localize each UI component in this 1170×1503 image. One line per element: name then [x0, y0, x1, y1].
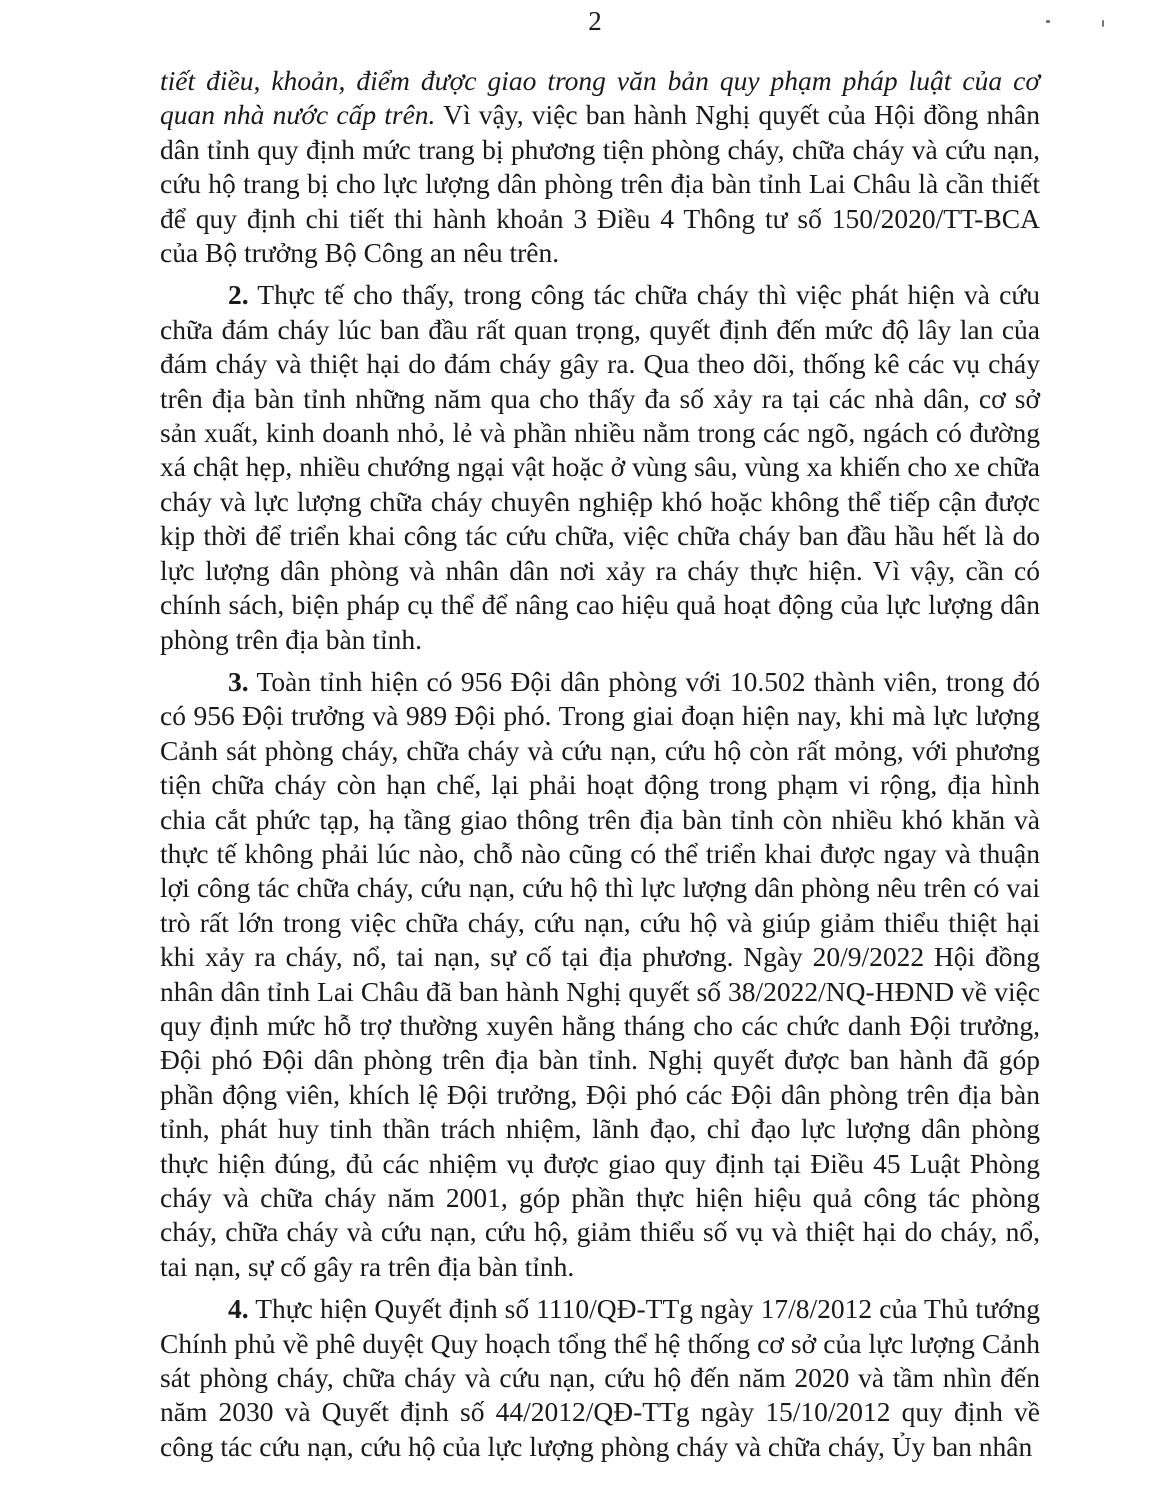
- scan-speck: [1046, 20, 1050, 23]
- page-number: 2: [588, 6, 602, 36]
- paragraph-3: [160, 665, 1040, 1284]
- paragraph-number: 4.: [228, 1293, 249, 1325]
- paragraph-number: 2.: [228, 279, 249, 311]
- paragraph-4: [160, 1292, 1040, 1464]
- paragraph-text: Thực hiện Quyết định số 1110/QĐ-TTg ngày 17/8/2012 của Thủ tướng Chính phủ về phê duyệt Quy hoạch tổng thể hệ thống cơ sở của lực lượng Cảnh sát phòng cháy, chữa cháy và cứu nạn, cứu hộ đến năm 2020 và tầm nhìn đến năm 2030 và Quyết định số 44/2012/QĐ-TTg ngày 15/10/2012 quy định về công tác cứu nạn, cứu hộ của lực lượng phòng cháy và chữa cháy, Ủy ban nhân: [160, 1293, 1040, 1462]
- document-body: [160, 64, 1040, 1464]
- paragraph-text: Thực tế cho thấy, trong công tác chữa cháy thì việc phát hiện và cứu chữa đám cháy lúc ban đầu rất quan trọng, quyết định đến mức độ lây lan của đám cháy và thiệt hại do đám cháy gây ra. Qua theo dõi, thống kê các vụ cháy trên địa bàn tỉnh những năm qua cho thấy đa số xảy ra tại các nhà dân, cơ sở sản xuất, kinh doanh nhỏ, lẻ và phần nhiều nằm trong các ngõ, ngách có đường xá chật hẹp, nhiều chướng ngại vật hoặc ở vùng sâu, vùng xa khiến cho xe chữa cháy và lực lượng chữa cháy chuyên nghiệp khó hoặc không thể tiếp cận được kịp thời để triển khai công tác cứu chữa, việc chữa cháy ban đầu hầu hết là do lực lượng dân phòng và nhân dân nơi xảy ra cháy thực hiện. Vì vậy, cần có chính sách, biện pháp cụ thể để nâng cao hiệu quả hoạt động của lực lượng dân phòng trên địa bàn tỉnh.: [160, 279, 1040, 655]
- paragraph-number: 3.: [228, 665, 249, 697]
- paragraph-continued: [160, 64, 1040, 270]
- scan-speck: [1102, 20, 1104, 27]
- paragraph-italic-lead: tiết điều, khoản, điểm được giao trong văn bản quy phạm pháp luật của cơ quan nhà nước cấp trên.: [160, 65, 1040, 131]
- paragraph-text: Toàn tỉnh hiện có 956 Đội dân phòng với 10.502 thành viên, trong đó có 956 Đội trưởng và 989 Đội phó. Trong giai đoạn hiện nay, khi mà lực lượng Cảnh sát phòng cháy, chữa cháy và cứu nạn, cứu hộ còn rất mỏng, với phương tiện chữa cháy còn hạn chế, lại phải hoạt động trong phạm vi rộng, địa hình chia cắt phức tạp, hạ tầng giao thông trên địa bàn tỉnh còn nhiều khó khăn và thực tế không phải lúc nào, chỗ nào cũng có thể triển khai được ngay và thuận lợi công tác chữa cháy, cứu nạn, cứu hộ thì lực lượng dân phòng nêu trên có vai trò rất lớn trong việc chữa cháy, cứu nạn, cứu hộ và giúp giảm thiểu thiệt hại khi xảy ra cháy, nổ, tai nạn, sự cố tại địa phương. Ngày 20/9/2022 Hội đồng nhân dân tỉnh Lai Châu đã ban hành Nghị quyết số 38/2022/NQ-HĐND về việc quy định mức hỗ trợ thường xuyên hằng tháng cho các chức danh Đội trưởng, Đội phó Đội dân phòng trên địa bàn tỉnh. Nghị quyết được ban hành đã góp phần động viên, khích lệ Đội trưởng, Đội phó các Đội dân phòng trên địa bàn tỉnh, phát huy tinh thần trách nhiệm, lãnh đạo, chỉ đạo lực lượng dân phòng thực hiện đúng, đủ các nhiệm vụ được giao quy định tại Điều 45 Luật Phòng cháy và chữa cháy năm 2001, góp phần thực hiện hiệu quả công tác phòng cháy, chữa cháy và cứu nạn, cứu hộ, giảm thiểu số vụ và thiệt hại do cháy, nổ, tai nạn, sự cố gây ra trên địa bàn tỉnh.: [160, 665, 1040, 1282]
- paragraph-text: Vì vậy, việc ban hành Nghị quyết của Hội đồng nhân dân tỉnh quy định mức trang bị phương tiện phòng cháy, chữa cháy và cứu nạn, cứu hộ trang bị cho lực lượng dân phòng trên địa bàn tỉnh Lai Châu là cần thiết để quy định chi tiết thi hành khoản 3 Điều 4 Thông tư số 150/2020/TT-BCA của Bộ trưởng Bộ Công an nêu trên.: [160, 99, 1040, 269]
- paragraph-2: [160, 278, 1040, 656]
